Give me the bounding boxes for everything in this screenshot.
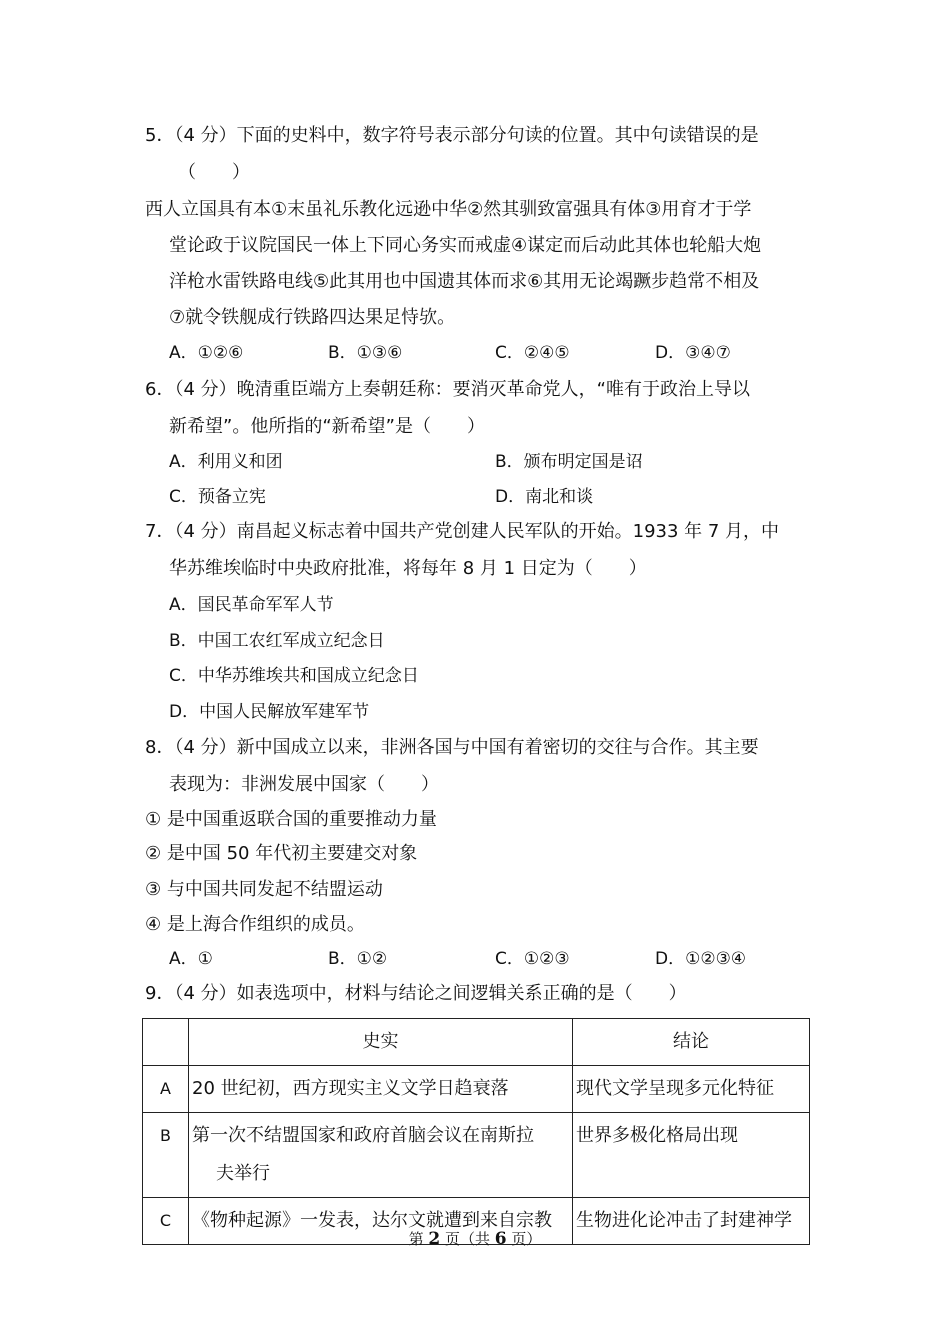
q8-option-c[interactable]: C．①②③ (495, 949, 570, 969)
q8-item-3: ③ 与中国共同发起不结盟运动 (145, 879, 383, 900)
row-label-a: A (143, 1066, 189, 1113)
row-a-fact-text: 20 世纪初，西方现实主义文学日趋衰落 (192, 1078, 509, 1099)
q9-table (142, 1018, 810, 1245)
row-label-b: B (143, 1113, 189, 1198)
q8-option-d[interactable]: D．①②③④ (655, 949, 747, 969)
row-label-c: C (143, 1198, 189, 1245)
q6-option-a[interactable]: A．利用义和团 (169, 452, 283, 472)
row-a-fact (189, 1066, 573, 1113)
table-row (143, 1113, 810, 1198)
q8-stem-line2: 表现为：非洲发展中国家（ ） (169, 774, 439, 795)
page-footer (0, 1228, 950, 1249)
footer-prefix: 第 (408, 1230, 429, 1248)
q6-stem-line1: 6．（4 分）晚清重臣端方上奏朝廷称：要消灭革命党人，“唯有于政治上导以 (145, 379, 750, 400)
row-a-conclusion: 现代文学呈现多元化特征 (573, 1066, 810, 1113)
q8-option-a[interactable]: A．① (169, 949, 213, 969)
q5-stem-line2: （ ） (178, 162, 250, 183)
row-b-fact-line2: 夫举行 (216, 1163, 270, 1184)
q7-option-a[interactable]: A．国民革命军军人节 (169, 595, 334, 615)
q8-item-2: ② 是中国 50 年代初主要建交对象 (145, 843, 418, 864)
page-total: 6 (494, 1229, 507, 1249)
q7-stem-line1: 7．（4 分）南昌起义标志着中国共产党创建人民军队的开始。1933 年 7 月，中 (145, 521, 780, 542)
q9-stem: 9．（4 分）如表选项中，材料与结论之间逻辑关系正确的是（ ） (145, 983, 687, 1004)
row-c-conclusion: 生物进化论冲击了封建神学 (573, 1198, 810, 1245)
row-b-conclusion: 世界多极化格局出现 (573, 1113, 810, 1198)
q8-option-b[interactable]: B．①② (328, 949, 388, 969)
q7-option-c[interactable]: C．中华苏维埃共和国成立纪念日 (169, 666, 419, 686)
table-header-conclusion: 结论 (573, 1019, 810, 1066)
q6-option-c[interactable]: C．预备立宪 (169, 487, 266, 507)
row-c-fact-text: 《物种起源》一发表，达尔文就遭到来自宗教 (192, 1210, 552, 1231)
q5-material-line3: 洋枪水雷铁路电线⑤此其用也中国遗其体而求⑥其用无论竭蹶步趋常不相及 (169, 271, 760, 292)
footer-suffix: 页） (506, 1230, 542, 1248)
q5-option-a[interactable]: A．①②⑥ (169, 343, 244, 363)
row-b-fact-line1: 第一次不结盟国家和政府首脑会议在南斯拉 (192, 1125, 534, 1146)
q5-material-line1: 西人立国具有本①末虽礼乐教化远逊中华②然其驯致富强具有体③用育才于学 (145, 199, 752, 220)
q6-stem-line2: 新希望”。他所指的“新希望”是（ ） (169, 416, 485, 437)
page-number: 2 (428, 1229, 441, 1249)
q5-option-c[interactable]: C．②④⑤ (495, 343, 570, 363)
q5-material-line4: ⑦就令铁舰成行铁路四达果足恃欤。 (169, 307, 456, 328)
q5-option-d[interactable]: D．③④⑦ (655, 343, 731, 363)
table-header-fact: 史实 (189, 1019, 573, 1066)
table-header-blank (143, 1019, 189, 1066)
footer-middle: 页（共 (440, 1230, 495, 1248)
q5-material-line2: 堂论政于议院国民一体上下同心务实而戒虚④谋定而后动此其体也轮船大炮 (169, 235, 762, 256)
table-row (143, 1066, 810, 1113)
q6-option-b[interactable]: B．颁布明定国是诏 (495, 452, 643, 472)
q7-option-d[interactable]: D．中国人民解放军建军节 (169, 702, 370, 722)
q5-option-b[interactable]: B．①③⑥ (328, 343, 403, 363)
q7-option-b[interactable]: B．中国工农红军成立纪念日 (169, 631, 385, 651)
row-b-fact (189, 1113, 573, 1198)
q5-stem-line1: 5．（4 分）下面的史料中，数字符号表示部分句读的位置。其中句读错误的是 (145, 125, 759, 146)
q8-item-1: ① 是中国重返联合国的重要推动力量 (145, 809, 437, 830)
q7-stem-line2: 华苏维埃临时中央政府批准，将每年 8 月 1 日定为（ ） (169, 558, 647, 579)
table-header-row (143, 1019, 810, 1066)
q8-stem-line1: 8．（4 分）新中国成立以来，非洲各国与中国有着密切的交往与合作。其主要 (145, 737, 759, 758)
q6-option-d[interactable]: D．南北和谈 (495, 487, 594, 507)
q8-item-4: ④ 是上海合作组织的成员。 (145, 914, 365, 935)
